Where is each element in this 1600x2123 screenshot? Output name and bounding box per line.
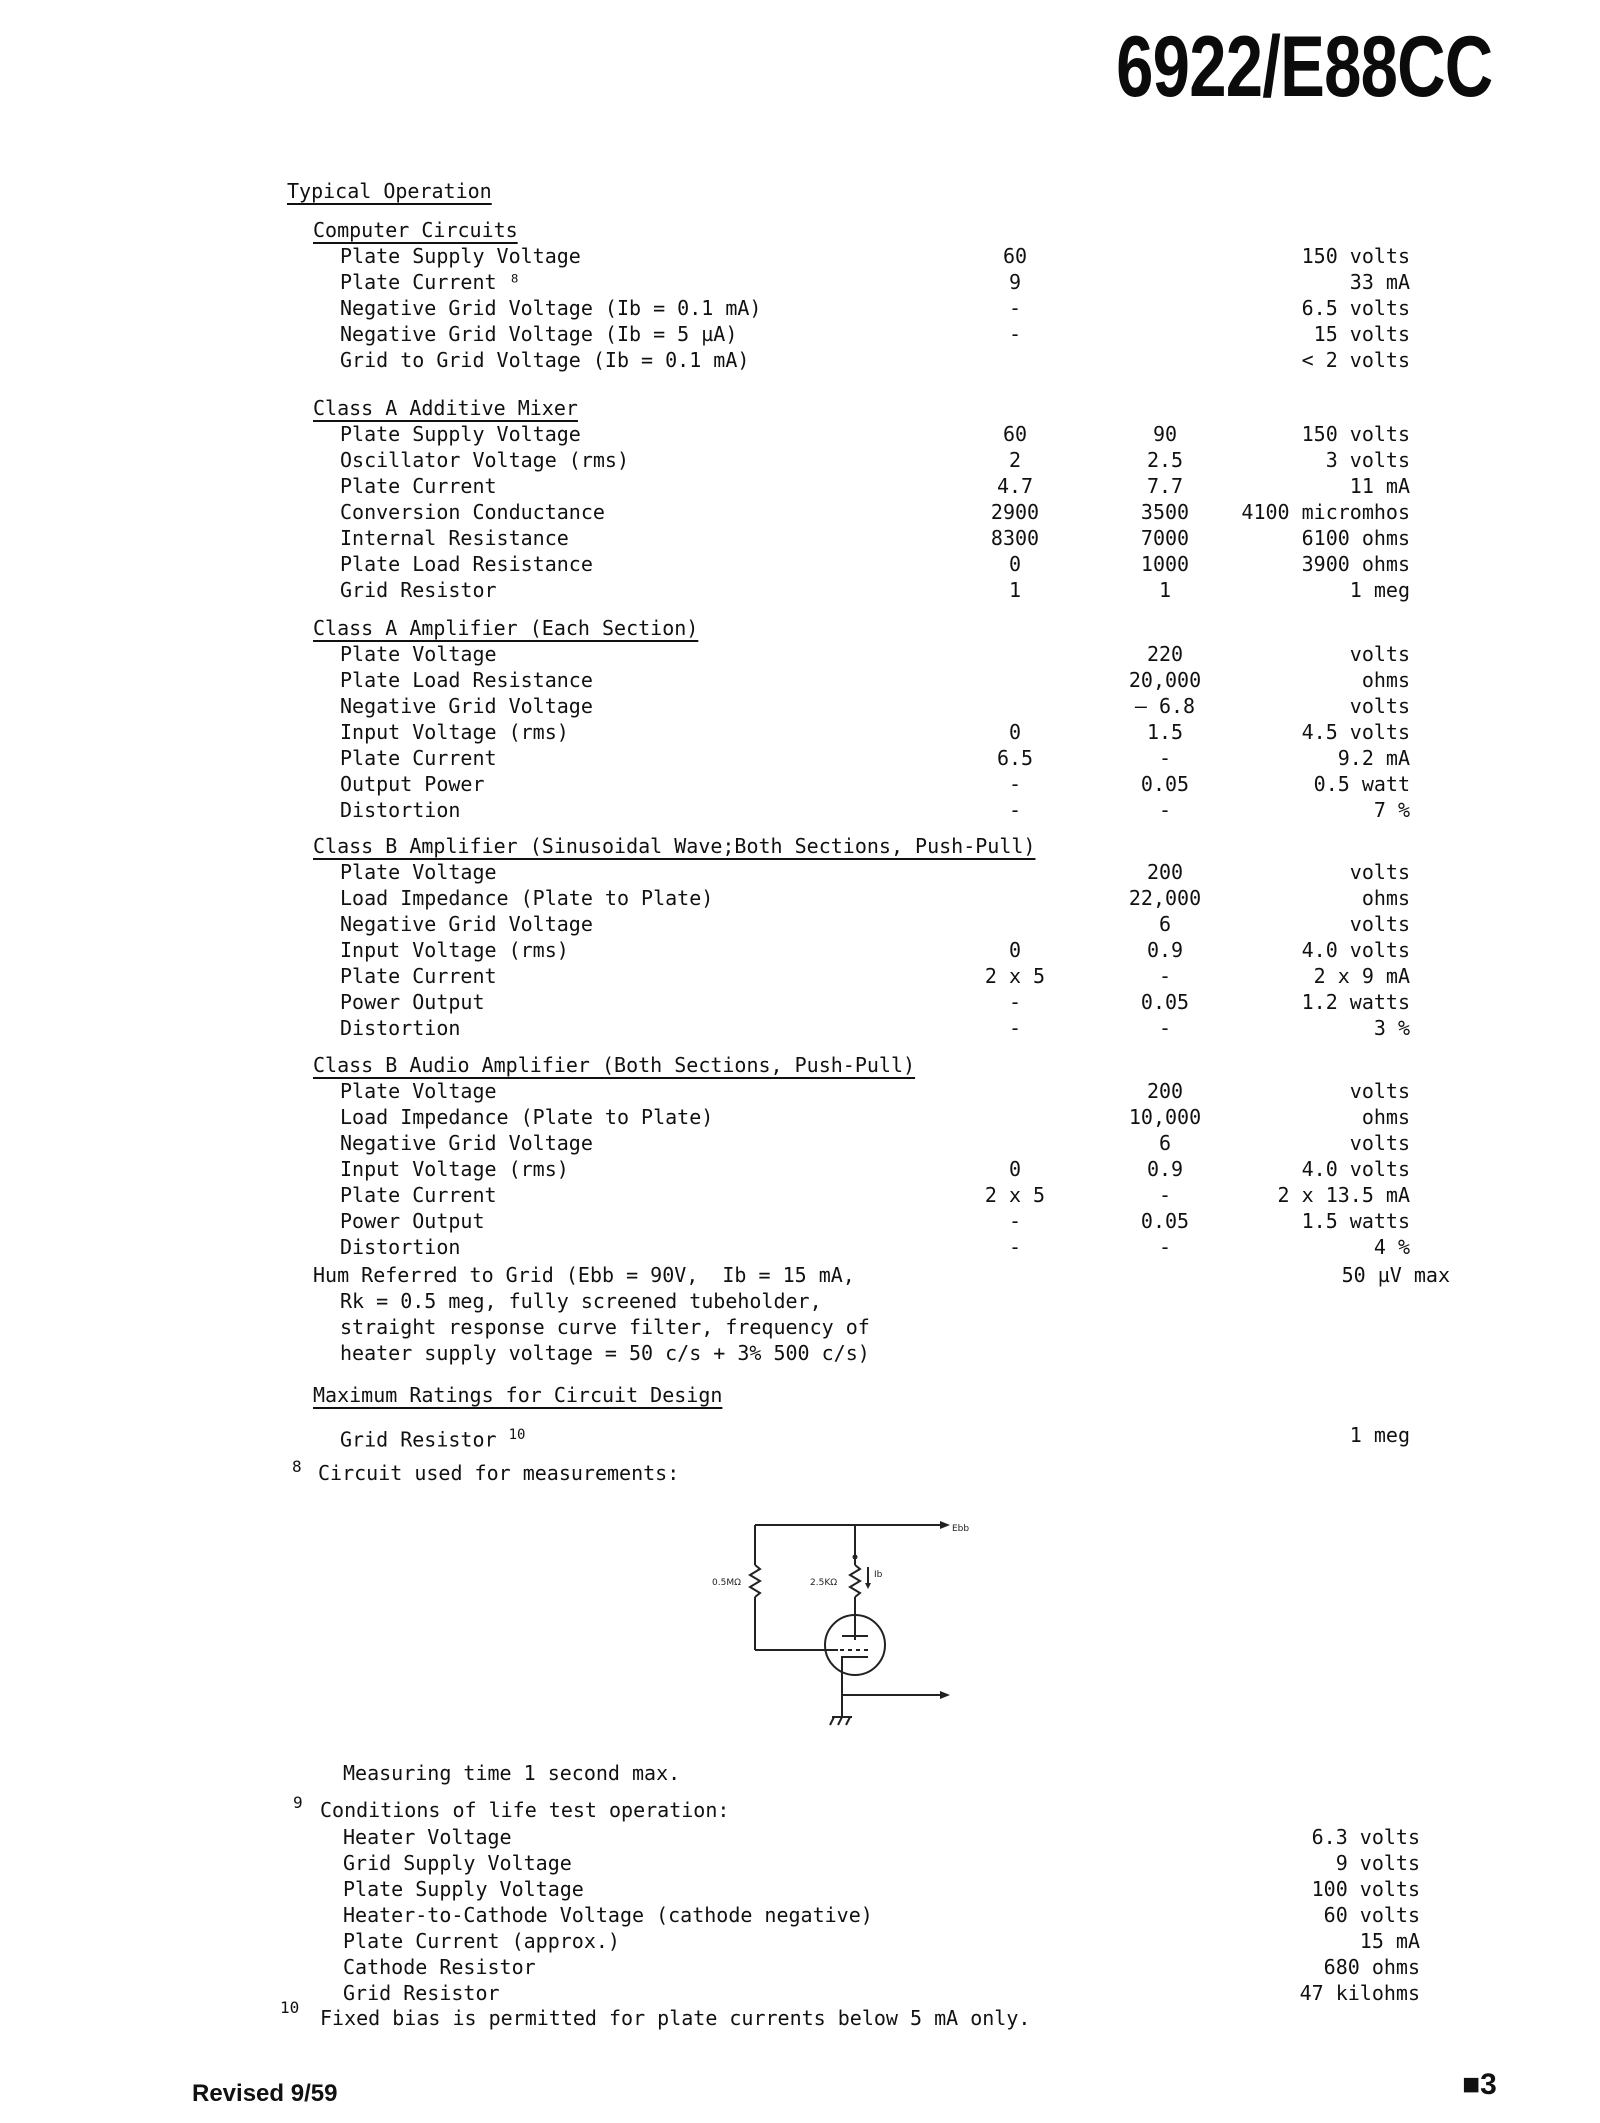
row-value-c2: 90 <box>1152 422 1178 446</box>
row-value-c3: volts <box>1349 912 1410 936</box>
hum-line-1: Hum Referred to Grid (Ebb = 90V, Ib = 15 mA, <box>313 1263 855 1287</box>
row-value-c1: 8300 <box>990 526 1040 550</box>
row-label: Internal Resistance <box>340 526 569 550</box>
life-test-value: 6.3 volts <box>1311 1825 1420 1849</box>
row-value-c1: 2 x 5 <box>984 964 1046 988</box>
table-row <box>0 771 1410 797</box>
row-value-c1: 2 x 5 <box>984 1183 1046 1207</box>
table-row <box>0 989 1410 1015</box>
row-value-c1: 1 <box>1008 578 1022 602</box>
revision-date: Revised 9/59 <box>192 2080 338 2107</box>
life-test-value: 60 volts <box>1323 1903 1420 1927</box>
table-row <box>0 1182 1410 1208</box>
life-test-label: Cathode Resistor <box>343 1955 536 1979</box>
max-ratings-value: 1 meg <box>1349 1423 1410 1447</box>
row-label: Negative Grid Voltage <box>340 1131 593 1155</box>
row-label: Plate Supply Voltage <box>340 244 581 268</box>
row-value-c2: 0.9 <box>1146 938 1184 962</box>
row-label: Plate Load Resistance <box>340 668 593 692</box>
row-value-c1: - <box>1008 1209 1022 1233</box>
row-value-c3: 11 mA <box>1349 474 1410 498</box>
row-value-c2: 3500 <box>1140 500 1190 524</box>
footnote-ref-10: 10 <box>508 1427 526 1443</box>
life-test-value: 100 volts <box>1311 1877 1420 1901</box>
row-value-c2: 10,000 <box>1128 1105 1202 1129</box>
life-test-label: Heater Voltage <box>343 1825 512 1849</box>
note-8-text: Circuit used for measurements: <box>318 1461 680 1485</box>
row-value-c3: 0.5 watt <box>1313 772 1410 796</box>
row-value-c2: 0.05 <box>1140 772 1190 796</box>
row-label: Input Voltage (rms) <box>340 720 569 744</box>
table-row <box>0 499 1410 525</box>
row-value-c1: 60 <box>1002 422 1028 446</box>
row-value-c3: 1.2 watts <box>1301 990 1410 1014</box>
row-value-c3: 3 % <box>1373 1016 1410 1040</box>
table-row <box>0 693 1410 719</box>
row-value-c1: 0 <box>1008 720 1022 744</box>
row-value-c2: 1 <box>1158 578 1172 602</box>
table-row <box>0 421 1410 447</box>
row-value-c3: ohms <box>1361 886 1410 910</box>
row-value-c2: 200 <box>1146 1079 1184 1103</box>
row-value-c3: 4 % <box>1373 1235 1410 1259</box>
row-value-c3: 4.0 volts <box>1301 938 1410 962</box>
row-value-c3: 4.5 volts <box>1301 720 1410 744</box>
row-label: Distortion <box>340 1016 461 1040</box>
table-row <box>0 269 1410 295</box>
page-title: 6922/E88CC <box>1115 19 1492 115</box>
row-value-c2: — 6.8 <box>1134 694 1196 718</box>
row-value-c2: 7.7 <box>1146 474 1184 498</box>
row-value-c1: 2 <box>1008 448 1022 472</box>
row-value-c2: 1000 <box>1140 552 1190 576</box>
row-value-c1: - <box>1008 1016 1022 1040</box>
row-value-c3: ohms <box>1361 1105 1410 1129</box>
row-value-c2: 0.9 <box>1146 1157 1184 1181</box>
row-value-c2: 20,000 <box>1128 668 1202 692</box>
table-row <box>0 551 1410 577</box>
table-row <box>0 1104 1410 1130</box>
row-label: Plate Current <box>340 1183 497 1207</box>
row-value-c3: volts <box>1349 694 1410 718</box>
row-label: Plate Load Resistance <box>340 552 593 576</box>
table-row <box>0 1015 1410 1041</box>
row-value-c3: 3900 ohms <box>1301 552 1410 576</box>
table-row <box>0 1130 1410 1156</box>
max-ratings-title: Maximum Ratings for Circuit Design <box>313 1383 723 1407</box>
row-label: Input Voltage (rms) <box>340 938 569 962</box>
note-10-text: Fixed bias is permitted for plate currents below 5 mA only. <box>320 2006 1031 2030</box>
section-title: Computer Circuits <box>313 218 518 242</box>
row-value-c2: 1.5 <box>1146 720 1184 744</box>
row-value-c2: 200 <box>1146 860 1184 884</box>
hum-line-4: heater supply voltage = 50 c/s + 3% 500 c/s) <box>340 1341 870 1365</box>
life-test-value: 680 ohms <box>1323 1955 1420 1979</box>
row-value-c2: - <box>1158 1235 1172 1259</box>
ib-label: Ib <box>874 1570 883 1580</box>
row-value-c3: 2 x 9 mA <box>1313 964 1410 988</box>
section-title: Class B Amplifier (Sinusoidal Wave;Both Sections, Push-Pull) <box>313 834 1036 858</box>
row-label: Power Output <box>340 990 485 1014</box>
measurement-circuit-diagram <box>690 1505 970 1735</box>
table-row <box>0 577 1410 603</box>
table-row <box>0 937 1410 963</box>
row-value-c1: 0 <box>1008 552 1022 576</box>
row-label: Negative Grid Voltage <box>340 912 593 936</box>
table-row <box>0 641 1410 667</box>
row-value-c3: 150 volts <box>1301 244 1410 268</box>
row-value-c2: - <box>1158 1016 1172 1040</box>
note-9-title: Conditions of life test operation: <box>320 1798 730 1822</box>
table-row <box>0 1156 1410 1182</box>
row-value-c3: 33 mA <box>1349 270 1410 294</box>
life-test-label: Heater-to-Cathode Voltage (cathode negative) <box>343 1903 873 1927</box>
table-row <box>0 963 1410 989</box>
table-row <box>0 1234 1410 1260</box>
row-label: Plate Voltage <box>340 642 497 666</box>
row-value-c3: 6.5 volts <box>1301 296 1410 320</box>
row-label: Power Output <box>340 1209 485 1233</box>
note-9-number: 9 <box>293 1793 303 1812</box>
row-value-c3: 7 % <box>1373 798 1410 822</box>
row-value-c3: 1 meg <box>1349 578 1410 602</box>
row-value-c3: 150 volts <box>1301 422 1410 446</box>
row-value-c2: 6 <box>1158 1131 1172 1155</box>
row-value-c1: 0 <box>1008 1157 1022 1181</box>
row-label: Load Impedance (Plate to Plate) <box>340 1105 714 1129</box>
resistor-2-5k <box>850 1565 860 1597</box>
row-value-c2: - <box>1158 1183 1172 1207</box>
row-value-c3: volts <box>1349 860 1410 884</box>
table-row <box>0 525 1410 551</box>
row-label: Plate Voltage <box>340 1079 497 1103</box>
row-value-c3: 9.2 mA <box>1337 746 1410 770</box>
row-value-c3: 2 x 13.5 mA <box>1277 1183 1410 1207</box>
row-label: Oscillator Voltage (rms) <box>340 448 629 472</box>
row-value-c3: 1.5 watts <box>1301 1209 1410 1233</box>
row-value-c1: - <box>1008 296 1022 320</box>
row-value-c3: 6100 ohms <box>1301 526 1410 550</box>
row-label: Distortion <box>340 798 461 822</box>
hum-line-2: Rk = 0.5 meg, fully screened tubeholder, <box>340 1289 822 1313</box>
row-value-c2: 6 <box>1158 912 1172 936</box>
row-value-c2: 7000 <box>1140 526 1190 550</box>
table-row <box>0 473 1410 499</box>
table-row <box>0 321 1410 347</box>
row-label: Plate Current <box>340 964 497 988</box>
row-value-c2: 0.05 <box>1140 990 1190 1014</box>
life-test-label: Plate Current (approx.) <box>343 1929 620 1953</box>
resistor-0-5m <box>750 1565 760 1597</box>
life-test-value: 15 mA <box>1359 1929 1420 1953</box>
life-test-label: Grid Supply Voltage <box>343 1851 572 1875</box>
row-value-c3: < 2 volts <box>1301 348 1410 372</box>
table-row <box>0 745 1410 771</box>
note-8-measuring-time: Measuring time 1 second max. <box>343 1761 681 1785</box>
output-arrow-icon <box>940 1691 950 1699</box>
row-value-c1: - <box>1008 1235 1022 1259</box>
row-label: Load Impedance (Plate to Plate) <box>340 886 714 910</box>
row-label: Plate Voltage <box>340 860 497 884</box>
resistor-1-label: 0.5MΩ <box>712 1578 741 1588</box>
table-row <box>0 243 1410 269</box>
life-test-value: 9 volts <box>1335 1851 1420 1875</box>
table-row <box>0 667 1410 693</box>
row-value-c1: 60 <box>1002 244 1028 268</box>
page-number: ■3 <box>1462 2068 1497 2101</box>
table-row <box>0 885 1410 911</box>
row-value-c1: - <box>1008 990 1022 1014</box>
section-heading-typical-operation: Typical Operation <box>287 179 492 203</box>
hum-line-3: straight response curve filter, frequency of <box>340 1315 870 1339</box>
table-row <box>0 797 1410 823</box>
row-value-c2: 2.5 <box>1146 448 1184 472</box>
row-label: Grid Resistor <box>340 578 497 602</box>
row-label: Input Voltage (rms) <box>340 1157 569 1181</box>
max-ratings-label: Grid Resistor <box>340 1427 497 1452</box>
row-label: Negative Grid Voltage (Ib = 5 µA) <box>340 322 738 346</box>
row-label: Distortion <box>340 1235 461 1259</box>
row-value-c3: 3 volts <box>1325 448 1410 472</box>
row-label: Plate Current ⁸ <box>340 270 521 294</box>
row-label: Grid to Grid Voltage (Ib = 0.1 mA) <box>340 348 750 372</box>
max-ratings-grid-resistor <box>340 1422 525 1453</box>
table-row <box>0 447 1410 473</box>
life-test-label: Grid Resistor <box>343 1981 500 2005</box>
section-title: Class B Audio Amplifier (Both Sections, Push-Pull) <box>313 1053 916 1077</box>
row-value-c2: 22,000 <box>1128 886 1202 910</box>
row-value-c3: volts <box>1349 642 1410 666</box>
table-row <box>0 911 1410 937</box>
row-value-c1: 6.5 <box>996 746 1034 770</box>
table-row <box>0 859 1410 885</box>
hum-value: 50 µV max <box>1341 1263 1450 1287</box>
row-value-c1: 0 <box>1008 938 1022 962</box>
row-value-c2: - <box>1158 746 1172 770</box>
note-10-number: 10 <box>280 1998 300 2017</box>
row-value-c3: 4100 micromhos <box>1241 500 1410 524</box>
row-label: Negative Grid Voltage <box>340 694 593 718</box>
row-value-c3: 15 volts <box>1313 322 1410 346</box>
table-row <box>0 295 1410 321</box>
row-value-c3: volts <box>1349 1079 1410 1103</box>
section-title: Class A Additive Mixer <box>313 396 578 420</box>
row-value-c1: - <box>1008 772 1022 796</box>
table-row <box>0 1078 1410 1104</box>
row-value-c2: - <box>1158 964 1172 988</box>
row-value-c1: 4.7 <box>996 474 1034 498</box>
table-row <box>0 719 1410 745</box>
row-value-c1: - <box>1008 322 1022 346</box>
row-value-c1: 9 <box>1008 270 1022 294</box>
row-value-c2: - <box>1158 798 1172 822</box>
note-8-number: 8 <box>292 1457 302 1476</box>
ebb-label: Ebb <box>952 1524 970 1534</box>
row-value-c3: ohms <box>1361 668 1410 692</box>
row-label: Negative Grid Voltage (Ib = 0.1 mA) <box>340 296 762 320</box>
row-label: Plate Supply Voltage <box>340 422 581 446</box>
row-label: Plate Current <box>340 746 497 770</box>
row-value-c2: 220 <box>1146 642 1184 666</box>
row-label: Plate Current <box>340 474 497 498</box>
row-label: Output Power <box>340 772 485 796</box>
row-value-c3: volts <box>1349 1131 1410 1155</box>
table-row <box>0 347 1410 373</box>
ebb-arrow-icon <box>940 1521 950 1529</box>
row-value-c2: 0.05 <box>1140 1209 1190 1233</box>
row-value-c1: 2900 <box>990 500 1040 524</box>
row-value-c1: - <box>1008 798 1022 822</box>
life-test-value: 47 kilohms <box>1299 1981 1420 2005</box>
row-value-c3: 4.0 volts <box>1301 1157 1410 1181</box>
section-title: Class A Amplifier (Each Section) <box>313 616 699 640</box>
resistor-2-label: 2.5KΩ <box>810 1578 838 1588</box>
life-test-label: Plate Supply Voltage <box>343 1877 584 1901</box>
row-label: Conversion Conductance <box>340 500 605 524</box>
table-row <box>0 1208 1410 1234</box>
